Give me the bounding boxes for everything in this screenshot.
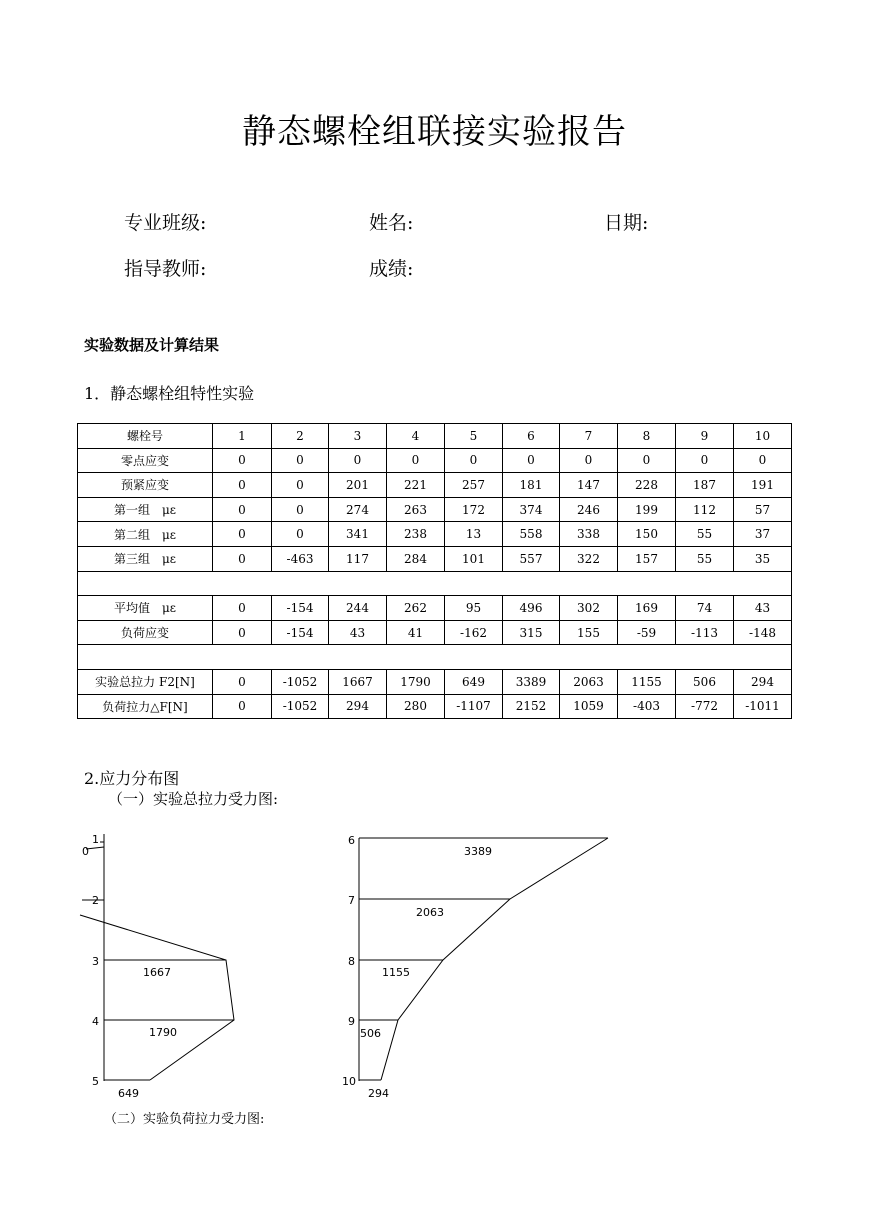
table-row-label: 平均值 με (78, 596, 213, 621)
table-cell: 228 (618, 473, 676, 498)
table-cell: 169 (618, 596, 676, 621)
table-cell: 117 (329, 546, 387, 571)
table-cell: 238 (387, 522, 445, 547)
table-cell: 221 (387, 473, 445, 498)
table-cell: 41 (387, 620, 445, 645)
table-cell: -772 (676, 694, 734, 719)
right-axis-label-6: 6 (348, 834, 355, 847)
table-cell: 0 (272, 522, 329, 547)
right-force-diagram (342, 834, 608, 1100)
table-cell: 315 (503, 620, 560, 645)
left-axis-label-5: 5 (92, 1075, 99, 1088)
table-cell: -1011 (734, 694, 792, 719)
right-axis-label-8: 8 (348, 955, 355, 968)
table-cell: 147 (560, 473, 618, 498)
table-cell: 55 (676, 522, 734, 547)
table-cell: 284 (387, 546, 445, 571)
table-cell: 43 (329, 620, 387, 645)
table-cell: 10 (734, 424, 792, 449)
table-cell: 172 (445, 497, 503, 522)
right-axis-label-7: 7 (348, 894, 355, 907)
table-cell: -463 (272, 546, 329, 571)
table-cell: 558 (503, 522, 560, 547)
table-cell: 262 (387, 596, 445, 621)
table-cell: 37 (734, 522, 792, 547)
table-cell: 0 (213, 694, 272, 719)
table-cell: 302 (560, 596, 618, 621)
table-cell: 374 (503, 497, 560, 522)
table-cell: 112 (676, 497, 734, 522)
table-cell: 3389 (503, 669, 560, 694)
left-axis-label-3: 3 (92, 955, 99, 968)
left-axis-label-4: 4 (92, 1015, 99, 1028)
table-cell: -154 (272, 620, 329, 645)
table-cell: 2152 (503, 694, 560, 719)
table-cell: 0 (445, 448, 503, 473)
right-value-label-3389: 3389 (464, 845, 492, 858)
table-cell: 0 (503, 448, 560, 473)
table-row-label: 螺栓号 (78, 424, 213, 449)
table-cell: 157 (618, 546, 676, 571)
table-cell: 6 (503, 424, 560, 449)
table-cell: 2 (272, 424, 329, 449)
table-cell: -148 (734, 620, 792, 645)
table-cell: 506 (676, 669, 734, 694)
right-axis-label-10: 10 (342, 1075, 356, 1088)
table-cell: -1107 (445, 694, 503, 719)
table-cell: -1052 (272, 669, 329, 694)
table-cell: 199 (618, 497, 676, 522)
table-cell: 257 (445, 473, 503, 498)
table-cell: -162 (445, 620, 503, 645)
total-force-diagram-heading: （一）实验总拉力受力图: (108, 790, 279, 808)
table-cell: 0 (213, 546, 272, 571)
table-cell: 13 (445, 522, 503, 547)
table-cell: 0 (272, 497, 329, 522)
table-cell: 4 (387, 424, 445, 449)
table-cell: 1059 (560, 694, 618, 719)
left-axis-label-1: 1 (92, 833, 99, 846)
table-cell: 1155 (618, 669, 676, 694)
table-cell: 95 (445, 596, 503, 621)
table-cell: 274 (329, 497, 387, 522)
table-cell: 294 (734, 669, 792, 694)
table-cell: 201 (329, 473, 387, 498)
table-cell: -59 (618, 620, 676, 645)
table-cell: 0 (213, 522, 272, 547)
table-cell: 557 (503, 546, 560, 571)
load-force-diagram-heading: （二）实验负荷拉力受力图: (104, 1112, 265, 1127)
table-cell: 7 (560, 424, 618, 449)
table-cell: 0 (734, 448, 792, 473)
table-cell: 155 (560, 620, 618, 645)
table-cell: 74 (676, 596, 734, 621)
table-cell: 57 (734, 497, 792, 522)
table-cell: 341 (329, 522, 387, 547)
right-envelope-line (381, 838, 608, 1080)
table-row-label: 负荷拉力△F[N] (78, 694, 213, 719)
table-cell: 191 (734, 473, 792, 498)
table-cell: 55 (676, 546, 734, 571)
right-value-label-294: 294 (368, 1087, 389, 1100)
right-axis-label-9: 9 (348, 1015, 355, 1028)
table-cell: 0 (560, 448, 618, 473)
table-cell: 3 (329, 424, 387, 449)
table-row-label: 第一组 με (78, 497, 213, 522)
table-cell: 649 (445, 669, 503, 694)
table-cell: 8 (618, 424, 676, 449)
table-row-label: 零点应变 (78, 448, 213, 473)
table-cell: 0 (213, 473, 272, 498)
instructor-label: 指导教师: (124, 258, 207, 280)
right-value-label-506: 506 (360, 1027, 381, 1040)
table-cell: 0 (213, 448, 272, 473)
table-cell: -113 (676, 620, 734, 645)
major-class-label: 专业班级: (124, 212, 207, 234)
table-cell: 0 (618, 448, 676, 473)
left-value-label-1790: 1790 (149, 1026, 177, 1039)
right-value-label-2063: 2063 (416, 906, 444, 919)
section-heading: 实验数据及计算结果 (84, 336, 220, 354)
table-cell: 244 (329, 596, 387, 621)
table-cell: 1 (213, 424, 272, 449)
table-row-label: 预紧应变 (78, 473, 213, 498)
table-cell: 0 (213, 620, 272, 645)
table-cell: -154 (272, 596, 329, 621)
table-row-label: 负荷应变 (78, 620, 213, 645)
table-cell: -1052 (272, 694, 329, 719)
table-cell: 338 (560, 522, 618, 547)
table-cell: 496 (503, 596, 560, 621)
subsection-2-heading: 2.应力分布图 (84, 769, 180, 788)
table-row-label: 第二组 με (78, 522, 213, 547)
table-cell: 1790 (387, 669, 445, 694)
table-cell: 0 (272, 448, 329, 473)
report-title: 静态螺栓组联接实验报告 (242, 112, 627, 152)
date-label: 日期: (604, 212, 649, 234)
table-cell: 322 (560, 546, 618, 571)
left-value-label-1667: 1667 (143, 966, 171, 979)
left-axis-label-0: 0 (82, 845, 89, 858)
table-cell: 263 (387, 497, 445, 522)
left-force-diagram (80, 833, 234, 1100)
table-cell: 2063 (560, 669, 618, 694)
table-cell: 0 (676, 448, 734, 473)
table-cell: 101 (445, 546, 503, 571)
table-cell: -403 (618, 694, 676, 719)
table-cell: 0 (329, 448, 387, 473)
table-cell: 0 (213, 669, 272, 694)
table-cell: 294 (329, 694, 387, 719)
name-label: 姓名: (369, 212, 414, 234)
table-cell: 1667 (329, 669, 387, 694)
subsection-1-heading: 1．静态螺栓组特性实验 (84, 384, 255, 403)
table-cell: 0 (213, 497, 272, 522)
table-cell: 0 (387, 448, 445, 473)
right-value-label-1155: 1155 (382, 966, 410, 979)
table-cell: 187 (676, 473, 734, 498)
table-cell: 0 (213, 596, 272, 621)
table-row-label: 实验总拉力 F2[N] (78, 669, 213, 694)
table-cell: 150 (618, 522, 676, 547)
left-value-label-649: 649 (118, 1087, 139, 1100)
left-envelope-line (80, 915, 234, 1080)
table-cell: 9 (676, 424, 734, 449)
table-cell: 0 (272, 473, 329, 498)
table-cell: 246 (560, 497, 618, 522)
table-cell: 35 (734, 546, 792, 571)
table-cell: 181 (503, 473, 560, 498)
table-cell: 43 (734, 596, 792, 621)
grade-label: 成绩: (369, 258, 414, 280)
left-axis-label-2: 2 (92, 894, 99, 907)
table-cell: 280 (387, 694, 445, 719)
table-row-label: 第三组 με (78, 546, 213, 571)
table-cell: 5 (445, 424, 503, 449)
